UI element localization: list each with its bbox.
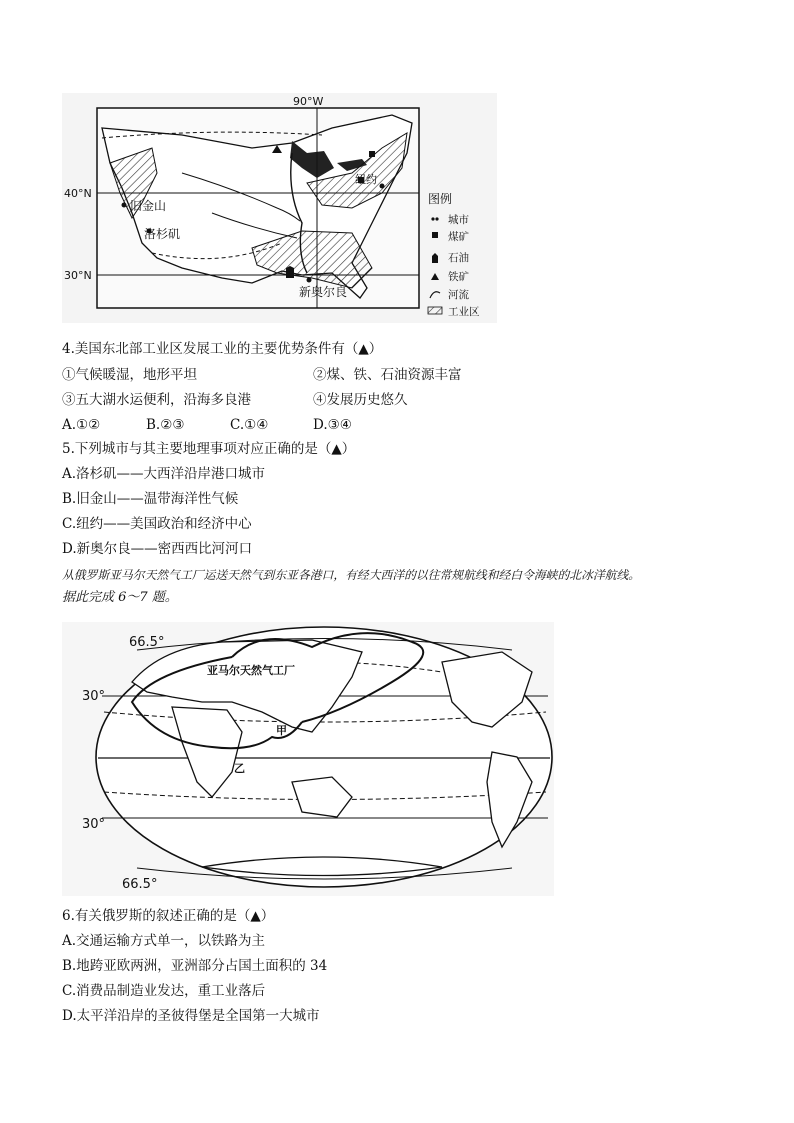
usa-industry-map — [62, 93, 497, 323]
q5-choice-c[interactable]: C.纽约——美国政治和经济中心 — [62, 516, 252, 532]
lat30-label: 30°N — [64, 269, 92, 282]
q4-stem: 4.美国东北部工业区发展工业的主要优势条件有（▲） — [62, 341, 383, 357]
legend-coal: 煤矿 — [448, 231, 469, 243]
city-sf-label: 旧金山 — [130, 199, 167, 213]
world-shipping-map — [62, 622, 554, 896]
legend-city: 城市 — [448, 214, 469, 226]
q6-choice-c[interactable]: C.消费品制造业发达，重工业落后 — [62, 983, 266, 999]
oil-icon — [286, 266, 294, 278]
q4-opt3: ③五大湖水运便利，沿海多良港 — [62, 392, 251, 408]
q4-choice-a[interactable]: A.①② — [62, 417, 101, 433]
point-jia-label: 甲 — [276, 724, 287, 737]
q6-stem: 6.有关俄罗斯的叙述正确的是（▲） — [62, 908, 275, 924]
point-yi-label: 乙 — [234, 762, 245, 775]
q4-opt2: ②煤、铁、石油资源丰富 — [313, 367, 462, 383]
lat40-label: 40°N — [64, 187, 92, 200]
city-marker — [122, 203, 127, 208]
legend-title: 图例 — [428, 192, 453, 206]
city-no-label: 新奥尔良 — [299, 285, 348, 299]
map2-lat665n: 66.5° — [129, 635, 165, 650]
q4-choice-d[interactable]: D.③④ — [313, 417, 352, 433]
city-ny-label: 纽约 — [355, 173, 377, 186]
q4-choice-b[interactable]: B.②③ — [146, 417, 185, 433]
q6-choice-d[interactable]: D.太平洋沿岸的圣彼得堡是全国第一大城市 — [62, 1008, 320, 1024]
map2-lat665s: 66.5° — [122, 877, 158, 892]
intro-line-2: 据此完成 6～7 题。 — [62, 590, 178, 605]
legend-river: 河流 — [448, 289, 469, 301]
city-la-label: 洛杉矶 — [144, 227, 181, 241]
yamal-factory-label: 亚马尔天然气工厂 — [207, 664, 295, 677]
intro-line-1: 从俄罗斯亚马尔天然气工厂运送天然气到东亚各港口，有经大西洋的以往常规航线和经白令海峡的北冰洋航线。 — [62, 568, 641, 582]
legend-coal-icon — [432, 232, 438, 238]
q4-opt1: ①气候暖湿，地形平坦 — [62, 367, 197, 383]
q6-choice-a[interactable]: A.交通运输方式单一，以铁路为主 — [62, 933, 266, 949]
q5-choice-a[interactable]: A.洛杉矶——大西洋沿岸港口城市 — [62, 466, 266, 482]
q5-choice-b[interactable]: B.旧金山——温带海洋性气候 — [62, 491, 239, 507]
legend-industry-icon — [428, 307, 442, 314]
map2-lat30n: 30° — [82, 689, 106, 704]
coal-mine-icon — [369, 151, 375, 157]
q6-choice-b[interactable]: B.地跨亚欧两洲，亚洲部分占国土面积的 34 — [62, 958, 328, 974]
q4-choice-c[interactable]: C.①④ — [230, 417, 269, 433]
legend-iron: 铁矿 — [448, 271, 469, 283]
q5-stem: 5.下列城市与其主要地理事项对应正确的是（▲） — [62, 441, 356, 457]
q5-choice-d[interactable]: D.新奥尔良——密西西比河河口 — [62, 541, 253, 557]
legend-oil: 石油 — [448, 252, 469, 264]
longitude-label: 90°W — [293, 95, 324, 108]
q4-opt4: ④发展历史悠久 — [313, 392, 408, 408]
city-marker — [307, 278, 312, 283]
city-marker — [380, 184, 385, 189]
map2-lat30s: 30° — [82, 817, 106, 832]
legend-industry: 工业区 — [448, 306, 480, 318]
